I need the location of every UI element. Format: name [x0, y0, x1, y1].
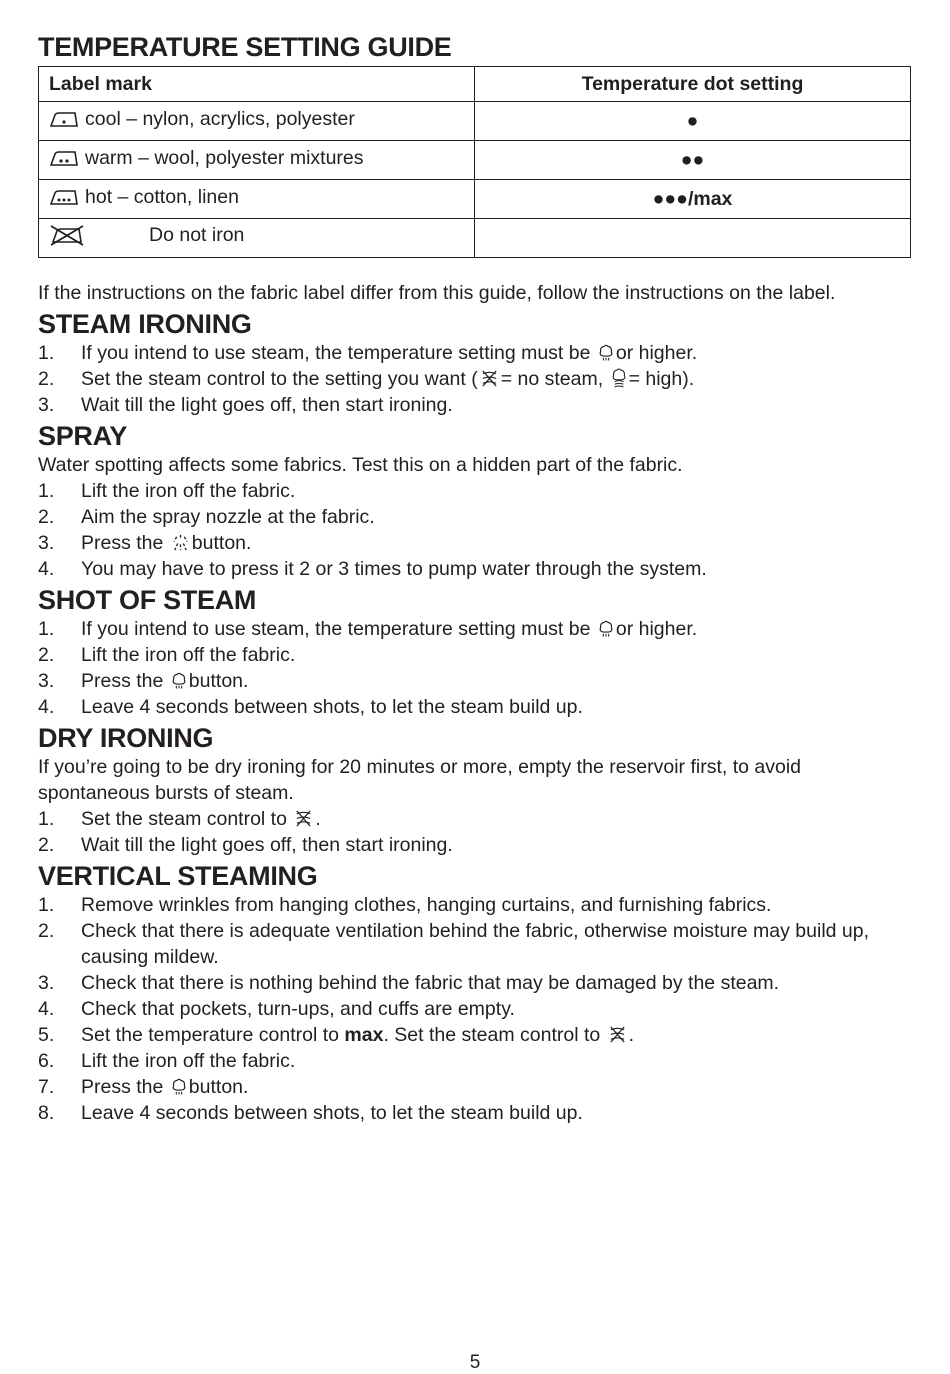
high-steam-icon	[611, 368, 627, 388]
header-temperature-dot-setting: Temperature dot setting	[475, 67, 911, 102]
setting-cell: ●	[475, 102, 911, 141]
list-item: 3. Press the button.	[38, 532, 252, 554]
table-row	[39, 102, 911, 141]
max-setting: max	[344, 1024, 384, 1046]
section-heading-spray: SPRAY	[38, 421, 128, 451]
list-item: 2. Lift the iron off the fabric.	[38, 644, 296, 666]
label-cell	[39, 180, 475, 219]
spray-list	[38, 478, 911, 582]
header-label-mark: Label mark	[39, 67, 475, 102]
table-row	[39, 180, 911, 219]
temperature-guide-table	[38, 66, 911, 258]
list-item: 4. Check that pockets, turn-ups, and cuffs are empty.	[38, 998, 515, 1020]
shot-of-steam-icon	[171, 1077, 187, 1096]
list-item: 4. Leave 4 seconds between shots, to let the steam build up.	[38, 696, 583, 718]
section-heading-vertical-steaming: VERTICAL STEAMING	[38, 861, 318, 891]
steam-icon	[598, 619, 614, 638]
setting-cell: ●●●/max	[475, 180, 911, 219]
list-item: 6. Lift the iron off the fabric.	[38, 1050, 296, 1072]
list-item: 1. Remove wrinkles from hanging clothes, hanging curtains, and furnishing fabrics.	[38, 894, 772, 916]
label-instructions-note: If the instructions on the fabric label differ from this guide, follow the instructions on the label.	[38, 282, 836, 304]
list-item: 5. Set the temperature control to max. Set the steam control to .	[38, 1024, 635, 1046]
list-item: 3. Wait till the light goes off, then start ironing.	[38, 394, 453, 416]
do-not-iron-icon	[49, 224, 85, 246]
spray-intro: Water spotting affects some fabrics. Test this on a hidden part of the fabric.	[38, 454, 683, 476]
dry-ironing-list	[38, 806, 911, 858]
shot-of-steam-list	[38, 616, 911, 720]
list-item: 4. You may have to press it 2 or 3 times to pump water through the system.	[38, 558, 707, 580]
list-item: 2. Aim the spray nozzle at the fabric.	[38, 506, 375, 528]
steam-ironing-list	[38, 340, 911, 418]
section-heading-steam-ironing: STEAM IRONING	[38, 309, 252, 339]
no-steam-icon	[480, 369, 499, 388]
label-cell	[39, 219, 475, 258]
spray-icon	[171, 533, 190, 552]
iron-three-dots-icon	[49, 188, 79, 206]
list-item: 3. Press the button.	[38, 670, 249, 692]
table-row	[39, 219, 911, 258]
label-text: hot – cotton, linen	[85, 185, 239, 208]
list-item: 3. Check that there is nothing behind the fabric that may be damaged by the steam.	[38, 972, 780, 994]
section-heading-shot-of-steam: SHOT OF STEAM	[38, 585, 257, 615]
label-text: cool – nylon, acrylics, polyester	[85, 107, 355, 130]
section-heading-dry-ironing: DRY IRONING	[38, 723, 214, 753]
table-header-row	[39, 67, 911, 102]
list-item: 1. Set the steam control to .	[38, 808, 321, 830]
list-item: 2. Check that there is adequate ventilation behind the fabric, otherwise moisture may build up, causing mildew.	[38, 920, 870, 968]
label-text: Do not iron	[149, 223, 245, 246]
setting-cell	[475, 219, 911, 258]
shot-of-steam-icon	[171, 671, 187, 690]
no-steam-icon	[608, 1025, 627, 1044]
label-cell	[39, 102, 475, 141]
iron-two-dots-icon	[49, 149, 79, 167]
list-item: 1. If you intend to use steam, the temperature setting must be or higher.	[38, 342, 698, 364]
list-item: 2. Set the steam control to the setting you want ( = no steam, = high).	[38, 368, 695, 390]
list-item: 2. Wait till the light goes off, then start ironing.	[38, 834, 453, 856]
vertical-steaming-list	[38, 892, 911, 1126]
table-row	[39, 141, 911, 180]
no-steam-icon	[294, 809, 313, 828]
list-item: 7. Press the button.	[38, 1076, 249, 1098]
document-page	[38, 30, 911, 1126]
setting-cell: ●●	[475, 141, 911, 180]
dry-ironing-intro: If you’re going to be dry ironing for 20 minutes or more, empty the reservoir first, to avoid spontaneous bursts of steam.	[38, 756, 802, 804]
list-item: 1. If you intend to use steam, the temperature setting must be or higher.	[38, 618, 698, 640]
list-item: 1. Lift the iron off the fabric.	[38, 480, 296, 502]
list-item: 8. Leave 4 seconds between shots, to let the steam build up.	[38, 1102, 583, 1124]
page-title: TEMPERATURE SETTING GUIDE	[38, 32, 452, 62]
steam-icon	[598, 343, 614, 362]
label-cell	[39, 141, 475, 180]
label-text: warm – wool, polyester mixtures	[85, 146, 364, 169]
page-number: 5	[469, 1352, 481, 1373]
iron-one-dot-icon	[49, 110, 79, 128]
